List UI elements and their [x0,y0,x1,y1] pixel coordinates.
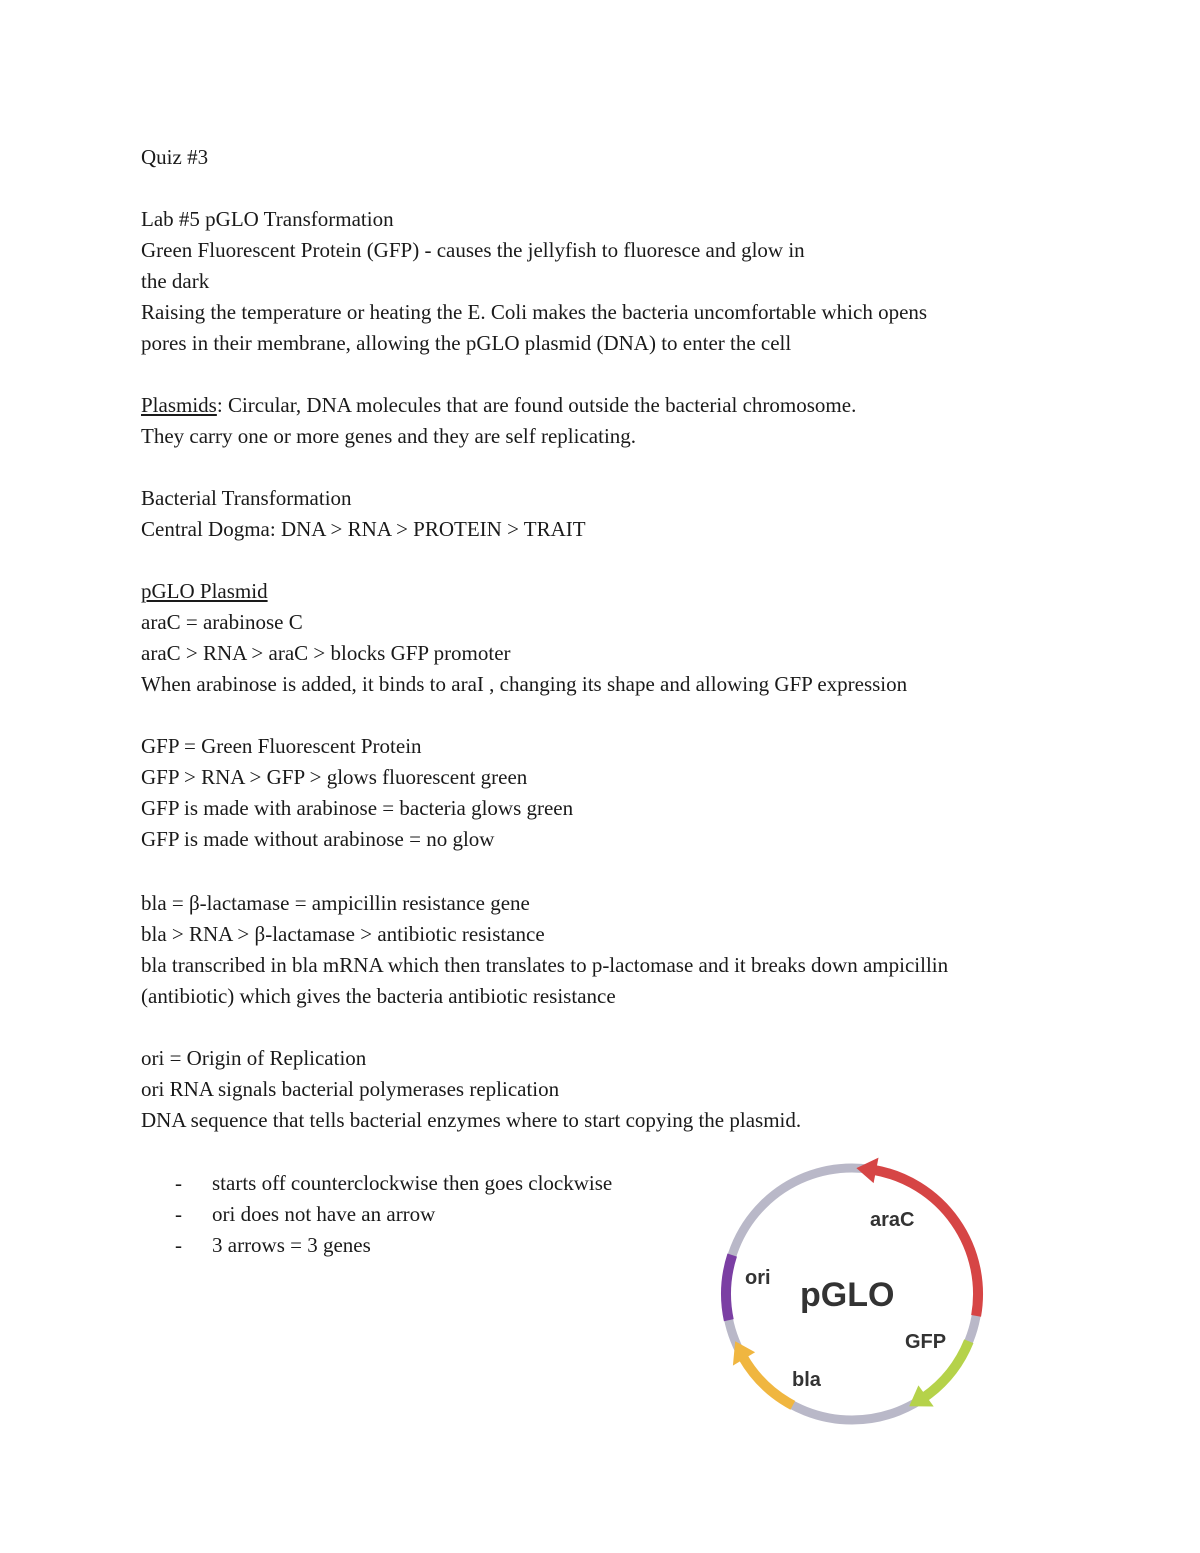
plasmids-definition-line [141,392,856,418]
bla-label: bla [792,1369,821,1391]
bullet-item: starts off counterclockwise then goes clockwise [212,1171,613,1195]
bla-description-2: (antibiotic) which gives the bacteria antibiotic resistance [141,984,616,1008]
arac-label: araC [870,1209,915,1231]
plasmids-definition: : Circular, DNA molecules that are found outside the bacterial chromosome. [216,393,857,417]
arabinose-note: When arabinose is added, it binds to araI , changing its shape and allowing GFP expression [141,672,908,696]
pglo-center-label: pGLO [800,1276,895,1314]
bullet-marker: - [175,1233,182,1257]
bullet-item: ori does not have an arrow [212,1202,436,1226]
arac-arrowhead [856,1158,878,1184]
plasmids-term: Plasmids [141,393,217,417]
bullet-marker: - [175,1202,182,1226]
ori-label: ori [745,1267,771,1289]
heat-line-1: Raising the temperature or heating the E. Coli makes the bacteria uncomfortable which opens [141,300,928,324]
gfp-definition: GFP = Green Fluorescent Protein [141,734,422,758]
bullet-item: 3 arrows = 3 genes [212,1233,371,1257]
bla-arc [743,1357,793,1405]
bullet-marker: - [175,1171,182,1195]
gfp-line-2: the dark [141,269,210,293]
plasmids-line-2: They carry one or more genes and they are self replicating. [141,424,637,448]
bla-definition: bla = β-lactamase = ampicillin resistance gene [141,891,530,915]
quiz-title: Quiz #3 [141,145,209,169]
heat-line-2: pores in their membrane, allowing the pGLO plasmid (DNA) to enter the cell [141,331,792,355]
ori-signals: ori RNA signals bacterial polymerases replication [141,1077,560,1101]
bla-flow: bla > RNA > β-lactamase > antibiotic resistance [141,922,545,946]
central-dogma: Central Dogma: DNA > RNA > PROTEIN > TRAIT [141,517,586,541]
bla-description-1: bla transcribed in bla mRNA which then translates to p-lactomase and it breaks down ampicillin [141,953,949,977]
pglo-plasmid-diagram [690,1148,1010,1448]
gfp-without-arabinose: GFP is made without arabinose = no glow [141,827,495,851]
lab-title: Lab #5 pGLO Transformation [141,207,394,231]
gfp-with-arabinose: GFP is made with arabinose = bacteria glows green [141,796,574,820]
arac-flow: araC > RNA > araC > blocks GFP promoter [141,641,511,665]
gfp-label: GFP [905,1331,947,1353]
gfp-flow: GFP > RNA > GFP > glows fluorescent green [141,765,528,789]
ori-sequence: DNA sequence that tells bacterial enzymes where to start copying the plasmid. [141,1108,802,1132]
arac-definition: araC = arabinose C [141,610,303,634]
ori-arc [726,1255,732,1320]
gfp-line-1: Green Fluorescent Protein (GFP) - causes the jellyfish to fluoresce and glow in [141,238,805,262]
ori-definition: ori = Origin of Replication [141,1046,367,1070]
transformation-title: Bacterial Transformation [141,486,352,510]
pglo-heading: pGLO Plasmid [141,579,268,603]
